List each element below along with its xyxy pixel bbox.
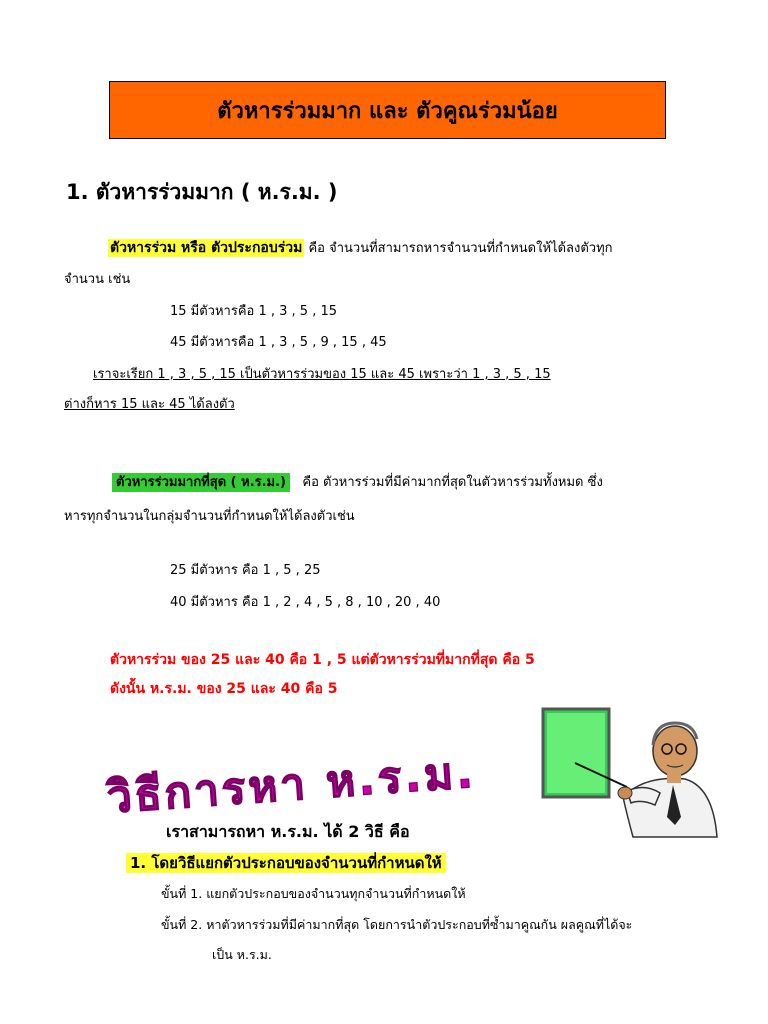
step-1: ขั้นที่ 1. แยกตัวประกอบของจำนวนทุกจำนวนที่กำหนดให้: [161, 886, 466, 901]
example-15: 15 มีตัวหารคือ 1 , 3 , 5 , 15: [170, 304, 338, 319]
note-line-1: เราจะเรียก 1 , 3 , 5 , 15 เป็นตัวหารร่วมของ 15 และ 45 เพราะว่า 1 , 3 , 5 , 15: [93, 367, 551, 382]
gcf-definition-line-2: หารทุกจำนวนในกลุ่มจำนวนที่กำหนดให้ได้ลงตัวเช่น: [64, 509, 355, 524]
gcf-definition-line-1: [112, 471, 603, 492]
term-highlight: ตัวหารร่วม หรือ ตัวประกอบร่วม: [110, 240, 303, 256]
method-1-highlight: 1. โดยวิธีแยกตัวประกอบของจำนวนที่กำหนดให้: [126, 853, 446, 873]
wordart-heading: [100, 725, 520, 815]
teacher-illustration: [535, 705, 725, 840]
conclusion-line-1: ตัวหารร่วม ของ 25 และ 40 คือ 1 , 5 แต่ตัวหารร่วมที่มากที่สุด คือ 5: [110, 652, 535, 668]
example-25: 25 มีตัวหาร คือ 1 , 5 , 25: [170, 563, 321, 578]
definition-line-1: [108, 237, 613, 259]
wordart-svg: [100, 725, 520, 815]
gcf-term-highlight: ตัวหารร่วมมากที่สุด ( ห.ร.ม.): [112, 473, 290, 492]
gcf-definition-text: คือ ตัวหารร่วมที่มีค่ามากที่สุดในตัวหารร่วมทั้งหมด ซึ่ง: [302, 475, 603, 490]
definition-line-2: จำนวน เช่น: [64, 272, 131, 287]
methods-intro: เราสามารถหา ห.ร.ม. ได้ 2 วิธี คือ: [166, 822, 410, 841]
method-1-row: [126, 851, 446, 875]
example-40: 40 มีตัวหาร คือ 1 , 2 , 4 , 5 , 8 , 10 , 20 , 40: [170, 595, 441, 610]
page-title-text: ตัวหารร่วมมาก และ ตัวคูณร่วมน้อย: [217, 98, 558, 124]
page-title: [109, 81, 666, 139]
step-2-line-1: ขั้นที่ 2. หาตัวหารร่วมที่มีค่ามากที่สุด โดยการนำตัวประกอบที่ซ้ำมาคูณกัน ผลคูณที่ได้จะ: [161, 917, 633, 932]
note-line-2: ต่างก็หาร 15 และ 45 ได้ลงตัว: [64, 397, 235, 412]
definition-text: คือ จำนวนที่สามารถหารจำนวนที่กำหนดให้ได้ลงตัวทุก: [308, 241, 613, 256]
wordart-text: วิธีการหา ห.ร.ม.: [105, 746, 478, 815]
section-heading: 1. ตัวหารร่วมมาก ( ห.ร.ม. ): [66, 180, 338, 204]
example-45: 45 มีตัวหารคือ 1 , 3 , 5 , 9 , 15 , 45: [170, 335, 387, 350]
step-2-line-2: เป็น ห.ร.ม.: [212, 947, 272, 962]
conclusion-line-2: ดังนั้น ห.ร.ม. ของ 25 และ 40 คือ 5: [110, 681, 338, 697]
